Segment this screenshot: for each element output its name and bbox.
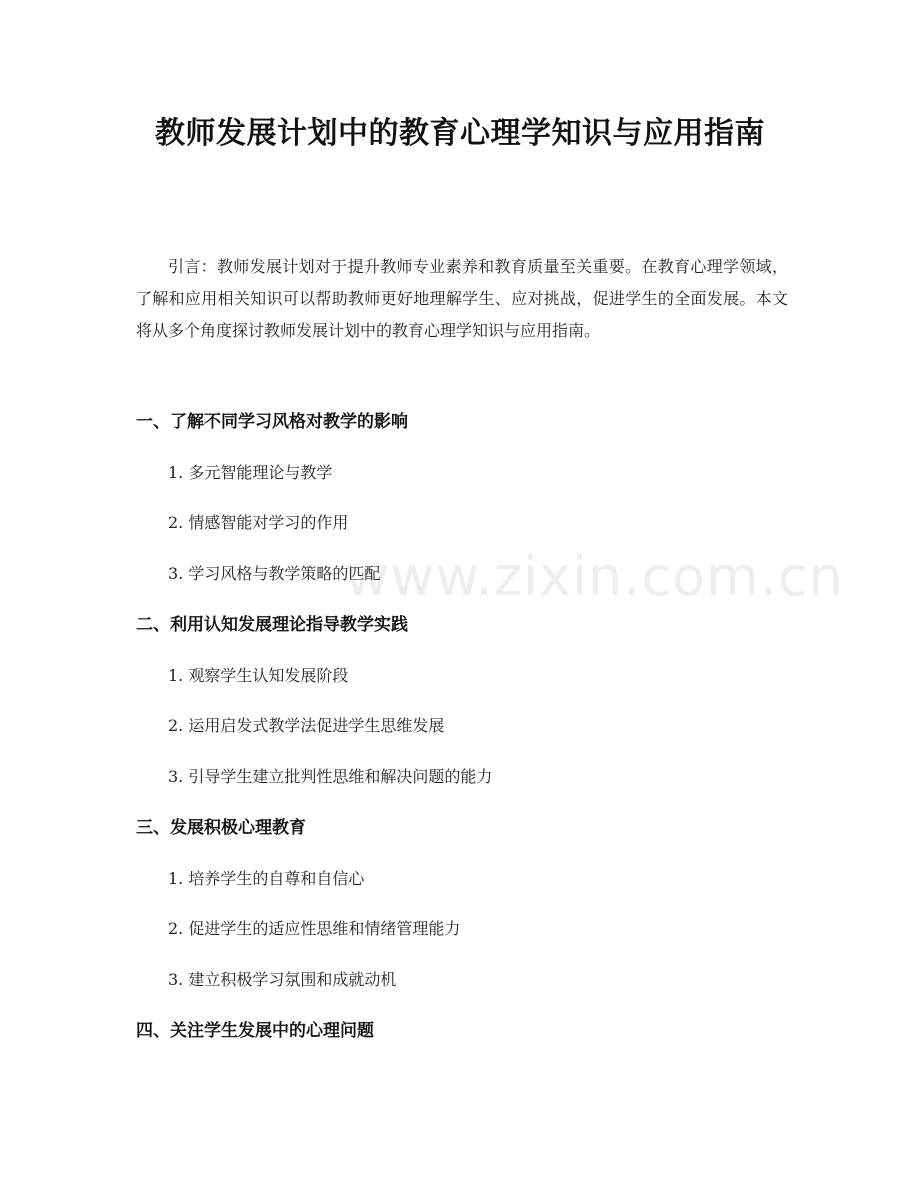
document-title: 教师发展计划中的教育心理学知识与应用指南 bbox=[155, 116, 765, 151]
list-item: 2. 情感智能对学习的作用 bbox=[168, 513, 349, 532]
list-item: 1. 多元智能理论与教学 bbox=[168, 463, 333, 482]
list-item: 3. 建立积极学习氛围和成就动机 bbox=[168, 970, 397, 989]
list-item: 3. 引导学生建立批判性思维和解决问题的能力 bbox=[168, 767, 493, 786]
section-heading-1: 一、了解不同学习风格对教学的影响 bbox=[136, 412, 408, 432]
watermark: www.zixin.com.cn bbox=[345, 545, 844, 608]
list-item: 2. 促进学生的适应性思维和情绪管理能力 bbox=[168, 919, 461, 938]
list-item: 1. 培养学生的自尊和自信心 bbox=[168, 869, 365, 888]
section-heading-2: 二、利用认知发展理论指导教学实践 bbox=[136, 615, 408, 635]
section-heading-3: 三、发展积极心理教育 bbox=[136, 818, 306, 838]
section-heading-4: 四、关注学生发展中的心理问题 bbox=[136, 1021, 374, 1041]
list-item: 2. 运用启发式教学法促进学生思维发展 bbox=[168, 716, 445, 735]
intro-paragraph: 引言：教师发展计划对于提升教师专业素养和教育质量至关重要。在教育心理学领域，了解和应用相关知识可以帮助教师更好地理解学生、应对挑战，促进学生的全面发展。本文将从多个角度探讨教师发展计划中的教育心理学知识与应用指南。 bbox=[136, 257, 788, 340]
list-item: 1. 观察学生认知发展阶段 bbox=[168, 666, 349, 685]
list-item: 3. 学习风格与教学策略的匹配 bbox=[168, 564, 381, 583]
